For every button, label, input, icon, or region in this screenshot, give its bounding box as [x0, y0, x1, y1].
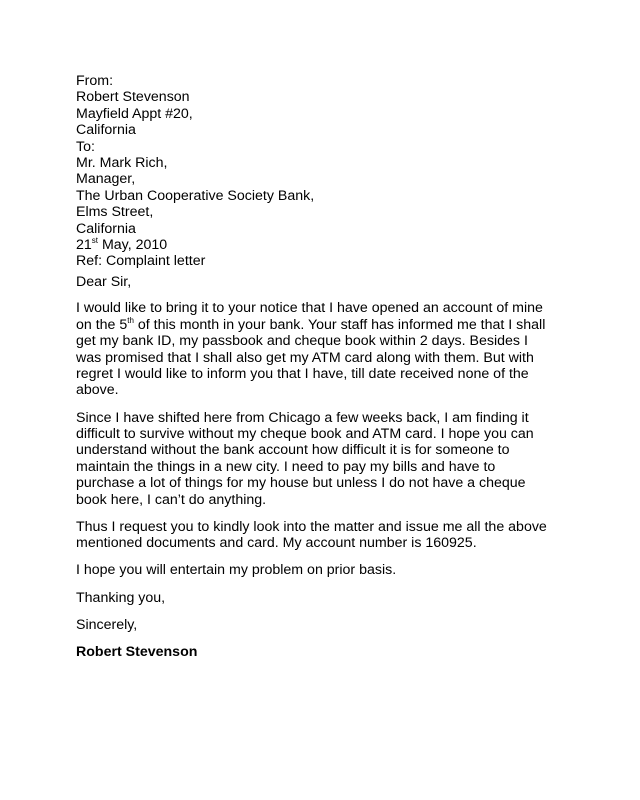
- reference-line: Ref: Complaint letter: [76, 253, 206, 270]
- letter-date: [76, 237, 590, 253]
- salutation: Dear Sir,: [76, 273, 132, 290]
- paragraph-2-line: understand without the bank account how difficult it is for someone to: [76, 442, 510, 459]
- paragraph-2-line: difficult to survive without my cheque book and ATM card. I hope you can: [76, 425, 534, 442]
- paragraph-1-line: was promised that I shall also get my ATM card along with them. But with: [76, 349, 534, 366]
- paragraph-3-line: mentioned documents and card. My account number is 160925.: [76, 535, 477, 552]
- recipient-block: [76, 139, 590, 237]
- signature-name: Robert Stevenson: [76, 643, 198, 660]
- sender-address-line2: California: [76, 122, 136, 139]
- recipient-name: Mr. Mark Rich,: [76, 155, 168, 172]
- paragraph-4: I hope you will entertain my problem on prior basis.: [76, 562, 397, 579]
- paragraph-1-line-post: of this month in your bank. Your staff has informed me that I shall: [133, 316, 546, 333]
- paragraph-3: [76, 519, 590, 552]
- paragraph-2-line: book here, I can’t do anything.: [76, 491, 267, 508]
- paragraph-1-line-sup: th: [127, 315, 134, 325]
- sender-name: Robert Stevenson: [76, 89, 190, 106]
- closing-sincerely: Sincerely,: [76, 616, 138, 633]
- paragraph-3-line: Thus I request you to kindly look into the matter and issue me all the above: [76, 518, 547, 535]
- date-suffix: st: [91, 236, 99, 246]
- date-day: 21: [76, 237, 92, 254]
- paragraph-2-line: Since I have shifted here from Chicago a few weeks back, I am finding it: [76, 409, 529, 426]
- recipient-street: Elms Street,: [76, 204, 154, 221]
- paragraph-2: [76, 410, 590, 508]
- paragraph-2-line: maintain the things in a new city. I need to pay my bills and have to: [76, 458, 496, 475]
- date-rest: May, 2010: [98, 237, 168, 254]
- paragraph-1-line: [76, 317, 590, 333]
- to-label: To:: [76, 138, 95, 155]
- recipient-state: California: [76, 220, 136, 237]
- paragraph-1-line-pre: on the 5: [76, 316, 128, 333]
- sender-block: [76, 73, 590, 139]
- sender-address-line1: Mayfield Appt #20,: [76, 105, 193, 122]
- paragraph-1-line: above.: [76, 382, 119, 399]
- recipient-bank: The Urban Cooperative Society Bank,: [76, 187, 315, 204]
- paragraph-2-line: purchase a lot of things for my house but unless I do not have a cheque: [76, 475, 526, 492]
- from-label: From:: [76, 73, 114, 89]
- paragraph-1: [76, 300, 590, 398]
- recipient-title: Manager,: [76, 171, 136, 188]
- paragraph-1-line: regret I would like to inform you that I have, till date received none of the: [76, 365, 529, 382]
- paragraph-1-line: get my bank ID, my passbook and cheque book within 2 days. Besides I: [76, 333, 528, 350]
- closing-thanks: Thanking you,: [76, 589, 166, 606]
- paragraph-1-line: I would like to bring it to your notice that I have opened an account of mine: [76, 300, 543, 317]
